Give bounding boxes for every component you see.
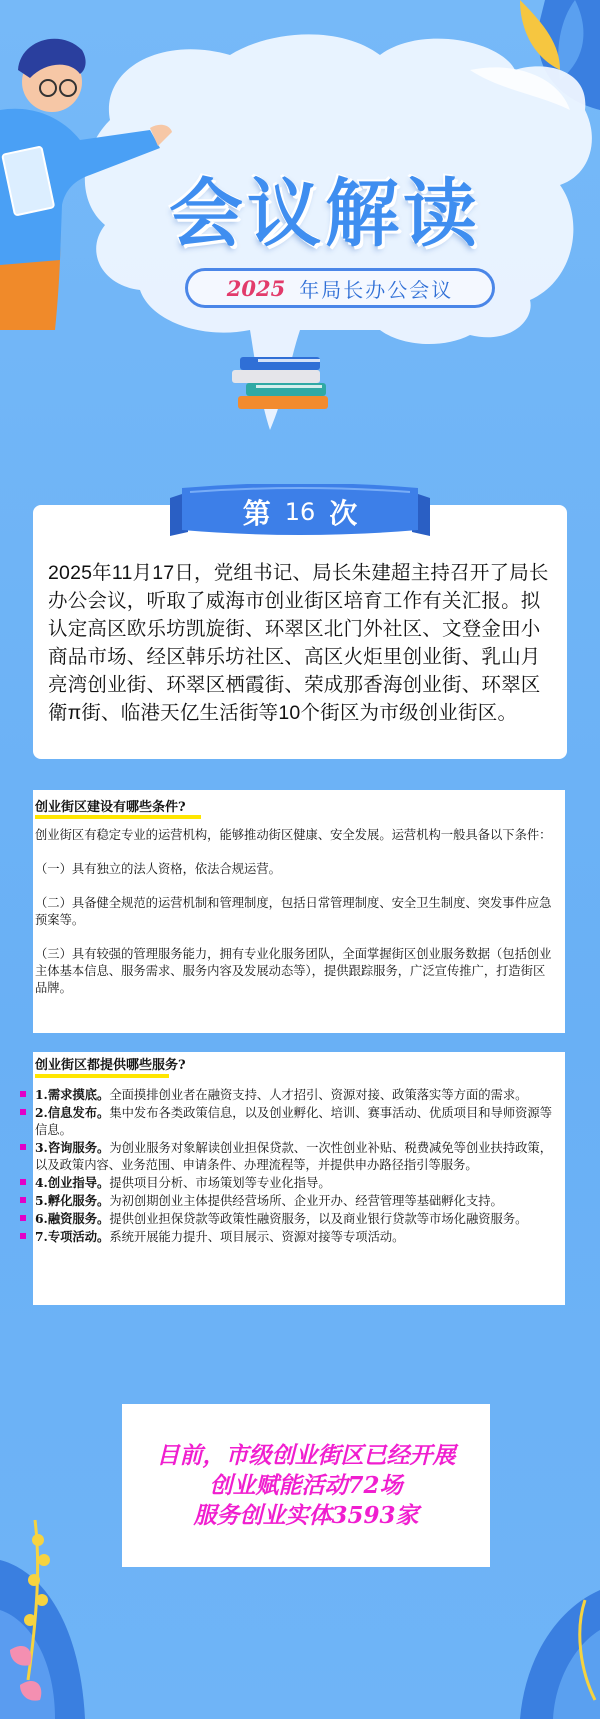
service-title: 7.专项活动。: [35, 1229, 110, 1244]
session-banner: [170, 484, 430, 540]
book-stack-icon: [232, 357, 328, 409]
stats-line-1: 目前，市级创业街区已经开展: [156, 1441, 456, 1469]
service-item: [35, 1086, 557, 1104]
service-item: [35, 1139, 557, 1174]
condition-item: （三）具有较强的管理服务能力，拥有专业化服务团队，全面掌握街区创业服务数据（包括创业主体基本信息、服务需求、服务内容及发展动态等），提供跟踪服务，广泛宣传推广，打造街区品牌。: [35, 947, 552, 995]
intro-text: 2025年11月17日，党组书记、局长朱建超主持召开了局长办公会议，听取了威海市创业街区培育工作有关汇报。拟认定高区欧乐坊凯旋街、环翠区北门外社区、文登金田小商品市场、经区韩乐坊社区、高区火炬里创业街、乳山月亮湾创业街、环翠区栖霞街、荣成那香海创业街、环翠区衛π街、临港天亿生活街等10个街区为市级创业街区。: [48, 562, 549, 724]
conditions-body: [35, 827, 557, 997]
bullet-icon: [20, 1091, 26, 1097]
service-item: [35, 1228, 557, 1246]
condition-item: （一）具有独立的法人资格，依法合规运营。: [35, 862, 281, 876]
subtitle-pill: [185, 268, 495, 308]
service-text: 集中发布各类政策信息，以及创业孵化、培训、赛事活动、优质项目和导师资源等信息。: [35, 1106, 553, 1137]
page-title: 会议解读: [169, 171, 481, 257]
service-title: 1.需求摸底。: [35, 1087, 110, 1102]
intro-card: [33, 505, 567, 759]
service-item: [35, 1210, 557, 1228]
bullet-icon: [20, 1233, 26, 1239]
service-text: 为创业服务对象解读创业担保贷款、一次性创业补贴、税费减免等创业扶持政策，以及政策内容、业务范围、申请条件、办理流程等，并提供申办路径指引等服务。: [35, 1141, 553, 1172]
service-text: 系统开展能力提升、项目展示、资源对接等专项活动。: [109, 1230, 405, 1244]
service-text: 为初创期创业主体提供经营场所、企业开办、经营管理等基础孵化支持。: [109, 1194, 503, 1208]
stats-line-2: 创业赋能活动72场: [209, 1471, 403, 1499]
conditions-heading: [35, 796, 186, 815]
service-item: [35, 1174, 557, 1192]
service-item: [35, 1104, 557, 1139]
subtitle-year: 2025: [226, 275, 286, 301]
stats-line-3: 服务创业实体3593家: [193, 1501, 419, 1529]
session-number: 16: [284, 498, 316, 526]
services-heading-text: 创业街区都提供哪些服务?: [35, 1058, 186, 1073]
services-card: [33, 1052, 565, 1305]
bullet-icon: [20, 1109, 26, 1115]
service-text: 提供项目分析、市场策划等专业化指导。: [109, 1176, 331, 1190]
bullet-icon: [20, 1197, 26, 1203]
subtitle-text: 年局长办公会议: [299, 277, 454, 302]
bullet-icon: [20, 1215, 26, 1221]
session-prefix: 第: [242, 497, 271, 530]
services-heading: [35, 1054, 186, 1073]
condition-item: （二）具备健全规范的运营机制和管理制度，包括日常管理制度、安全卫生制度、突发事件应急预案等。: [35, 896, 552, 927]
session-suffix: 次: [329, 497, 358, 530]
conditions-card: [33, 790, 565, 1033]
bullet-icon: [20, 1144, 26, 1150]
service-text: 提供创业担保贷款等政策性融资服务，以及商业银行贷款等市场化融资服务。: [109, 1212, 528, 1226]
service-title: 5.孵化服务。: [35, 1193, 110, 1208]
leaf-decoration: [0, 1500, 100, 1719]
stats-card: [122, 1404, 490, 1567]
bullet-icon: [20, 1179, 26, 1185]
service-item: [35, 1192, 557, 1210]
services-list: [35, 1086, 557, 1246]
conditions-lead: 创业街区有稳定专业的运营机构，能够推动街区健康、安全发展。运营机构一般具备以下条件：: [35, 828, 552, 842]
conditions-heading-text: 创业街区建设有哪些条件?: [35, 800, 186, 815]
session-label: [170, 484, 430, 540]
service-title: 2.信息发布。: [35, 1105, 110, 1120]
heading-underline: [35, 815, 201, 819]
leaf-decoration: [515, 1590, 600, 1719]
service-title: 4.创业指导。: [35, 1175, 110, 1190]
service-title: 3.咨询服务。: [35, 1140, 110, 1155]
service-text: 全面摸排创业者在融资支持、人才招引、资源对接、政策落实等方面的需求。: [109, 1088, 528, 1102]
heading-underline: [35, 1074, 169, 1078]
service-title: 6.融资服务。: [35, 1211, 110, 1226]
